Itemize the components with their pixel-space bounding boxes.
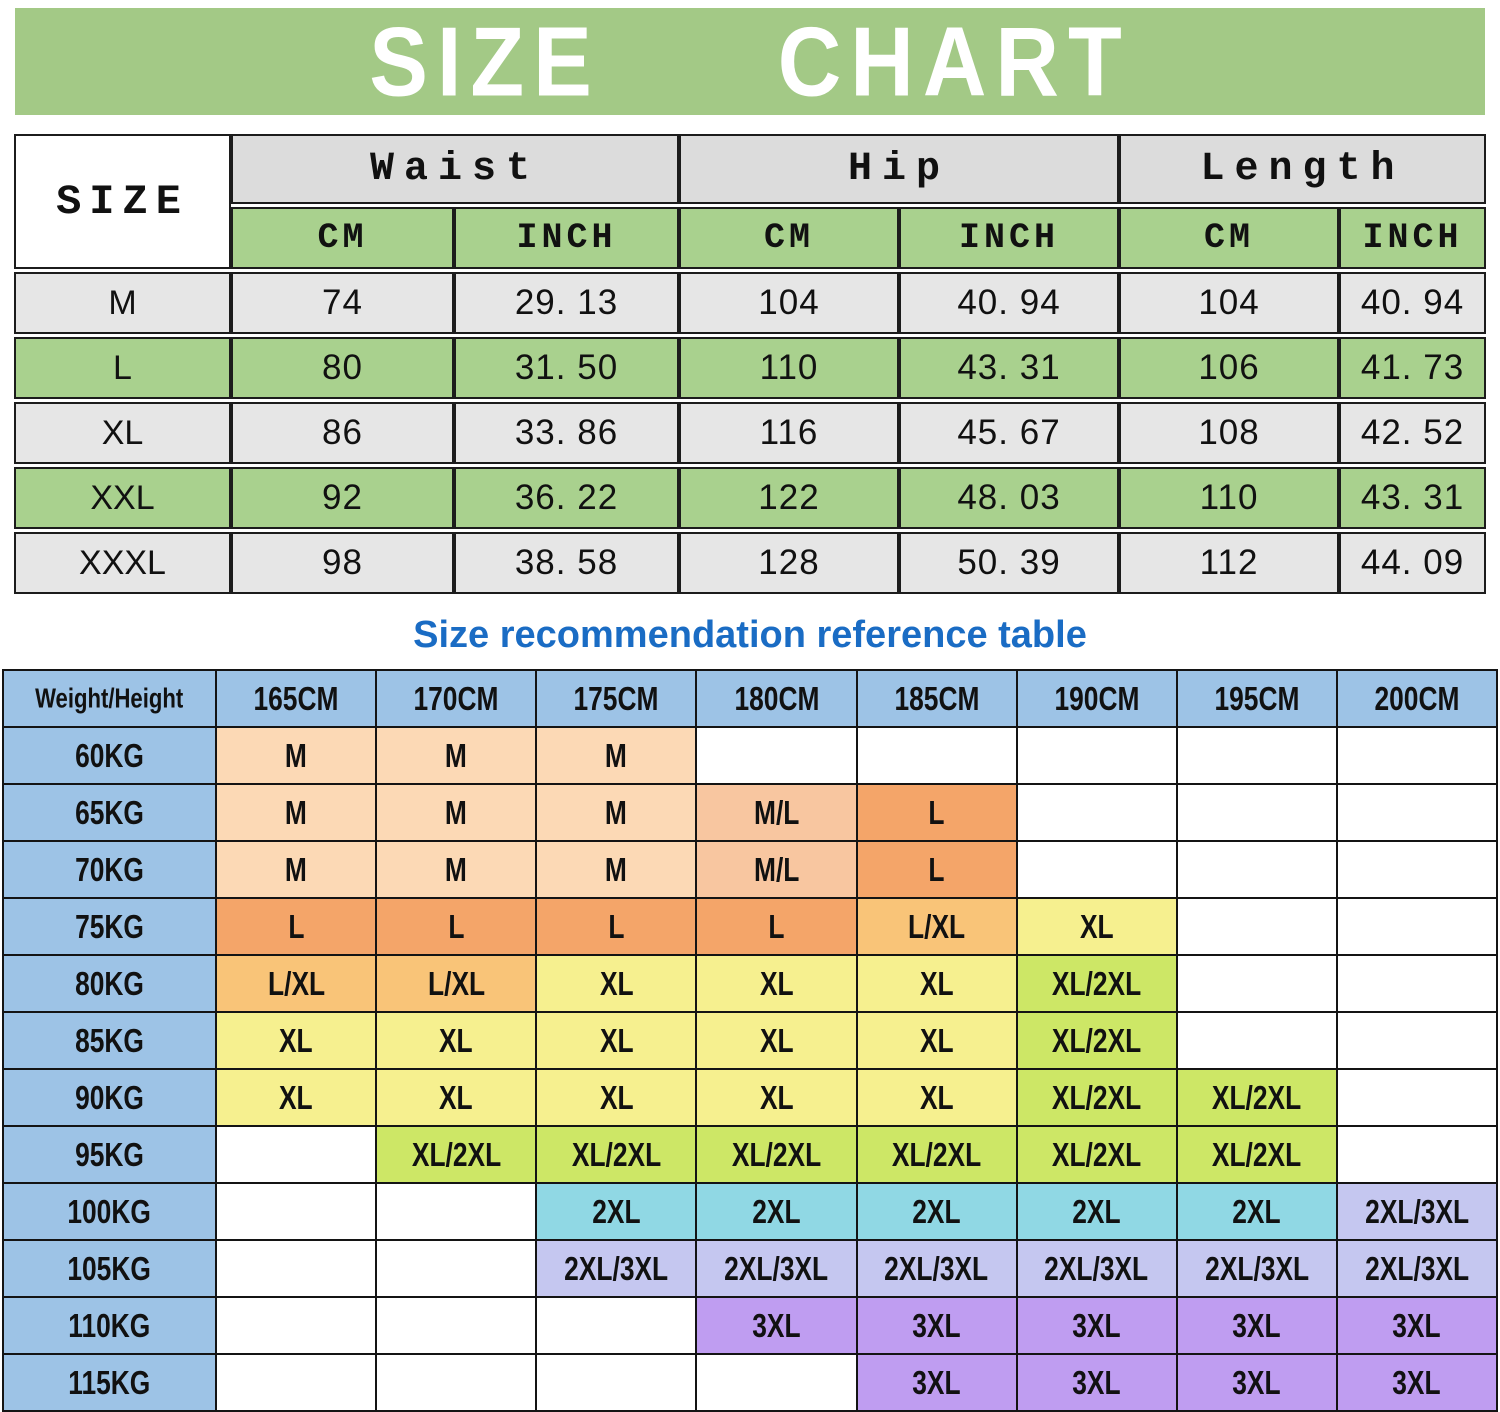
recommendation-cell <box>1017 1354 1177 1411</box>
recommended-size: L <box>608 907 625 945</box>
measurement-value: 43. 31 <box>1339 467 1486 529</box>
recommendation-cell <box>376 1012 536 1069</box>
weight-row <box>3 784 1497 841</box>
recommended-size: M <box>445 850 468 888</box>
recommendation-cell <box>696 784 856 841</box>
size-label: XXXL <box>14 532 231 594</box>
size-recommendation-table <box>2 669 1498 1412</box>
unit-header: INCH <box>899 207 1119 269</box>
weight-label: 110KG <box>68 1306 151 1344</box>
recommended-size: XL <box>759 1078 794 1116</box>
measurement-value: 33. 86 <box>454 402 679 464</box>
empty-cell <box>1337 1069 1497 1126</box>
empty-cell <box>376 1183 536 1240</box>
weight-label: 90KG <box>75 1078 144 1116</box>
recommendation-cell <box>376 1126 536 1183</box>
recommended-size: XL <box>599 1021 634 1059</box>
recommended-size: 3XL <box>752 1306 801 1344</box>
weight-height-corner-header <box>3 670 216 727</box>
recommendation-cell <box>696 1183 856 1240</box>
recommended-size: XL <box>1079 907 1114 945</box>
measurement-value: 108 <box>1119 402 1339 464</box>
weight-label-cell <box>3 1354 216 1411</box>
measurement-value: 98 <box>231 532 454 594</box>
measurement-value: 29. 13 <box>454 272 679 334</box>
measurement-value: 104 <box>1119 272 1339 334</box>
empty-cell <box>376 1240 536 1297</box>
size-row <box>14 402 1486 464</box>
recommended-size: 3XL <box>912 1363 961 1401</box>
height-header-label: 165CM <box>253 679 339 717</box>
recommendation-cell <box>857 1240 1017 1297</box>
unit-header: CM <box>231 207 454 269</box>
empty-cell <box>216 1240 376 1297</box>
weight-label-cell <box>3 841 216 898</box>
recommended-size: L/XL <box>427 964 485 1002</box>
recommended-size: XL/2XL <box>1212 1078 1302 1116</box>
recommendation-cell <box>536 1183 696 1240</box>
unit-header: CM <box>1119 207 1339 269</box>
weight-label-cell <box>3 898 216 955</box>
measurement-value: 50. 39 <box>899 532 1119 594</box>
size-row <box>14 272 1486 334</box>
measurement-value: 128 <box>679 532 899 594</box>
empty-cell <box>216 1183 376 1240</box>
recommendation-cell <box>1017 955 1177 1012</box>
empty-cell <box>857 727 1017 784</box>
weight-label: 95KG <box>75 1135 144 1173</box>
measurement-value: 110 <box>679 337 899 399</box>
weight-label-cell <box>3 955 216 1012</box>
recommended-size: L/XL <box>908 907 966 945</box>
weight-label-cell <box>3 784 216 841</box>
recommended-size: XL/2XL <box>1051 1021 1142 1059</box>
empty-cell <box>1177 898 1337 955</box>
recommended-size: M <box>605 850 628 888</box>
recommended-size: L <box>448 907 465 945</box>
height-header-label: 185CM <box>894 679 980 717</box>
height-header-label: 195CM <box>1214 679 1300 717</box>
recommendation-cell <box>376 727 536 784</box>
recommended-size: 3XL <box>1232 1306 1281 1344</box>
recommended-size: XL <box>439 1021 474 1059</box>
weight-row <box>3 1126 1497 1183</box>
weight-row <box>3 1240 1497 1297</box>
empty-cell <box>1337 1126 1497 1183</box>
recommended-size: XL <box>439 1078 474 1116</box>
measure-group-header: Waist <box>231 134 679 204</box>
recommendation-cell <box>1017 1240 1177 1297</box>
recommendation-cell <box>376 784 536 841</box>
unit-header-row <box>14 207 1486 269</box>
recommendation-cell <box>857 1126 1017 1183</box>
recommendation-cell <box>1177 1297 1337 1354</box>
empty-cell <box>1017 784 1177 841</box>
weight-row <box>3 1297 1497 1354</box>
recommendation-cell <box>216 784 376 841</box>
recommended-size: XL/2XL <box>1051 964 1142 1002</box>
recommendation-cell <box>216 955 376 1012</box>
empty-cell <box>696 1354 856 1411</box>
height-header <box>696 670 856 727</box>
recommended-size: M <box>285 736 308 774</box>
recommendation-cell <box>536 1012 696 1069</box>
recommendation-cell <box>1177 1183 1337 1240</box>
recommended-size: XL <box>919 1021 954 1059</box>
recommended-size: XL/2XL <box>1212 1135 1302 1173</box>
height-header <box>1017 670 1177 727</box>
recommendation-cell <box>1177 1354 1337 1411</box>
recommendation-cell <box>536 784 696 841</box>
measure-group-header: Hip <box>679 134 1119 204</box>
empty-cell <box>216 1297 376 1354</box>
height-header-label: 175CM <box>573 679 659 717</box>
recommended-size: XL <box>279 1021 314 1059</box>
height-header <box>536 670 696 727</box>
recommended-size: XL/2XL <box>571 1135 662 1173</box>
measurement-table <box>14 131 1486 597</box>
height-header-label: 170CM <box>413 679 499 717</box>
recommendation-cell <box>536 727 696 784</box>
size-label: XL <box>14 402 231 464</box>
recommendation-cell <box>536 841 696 898</box>
recommended-size: L <box>288 907 305 945</box>
recommendation-cell <box>216 727 376 784</box>
recommendation-cell <box>216 1012 376 1069</box>
recommended-size: M <box>445 736 468 774</box>
size-label: XXL <box>14 467 231 529</box>
weight-label-cell <box>3 1297 216 1354</box>
recommended-size: M <box>445 793 468 831</box>
size-row <box>14 467 1486 529</box>
weight-label: 60KG <box>75 736 144 774</box>
recommended-size: XL <box>599 964 634 1002</box>
recommended-size: 3XL <box>1392 1306 1442 1344</box>
recommendation-cell <box>1177 1069 1337 1126</box>
recommendation-cell <box>857 898 1017 955</box>
measurement-value: 48. 03 <box>899 467 1119 529</box>
recommended-size: 2XL/3XL <box>1204 1249 1309 1287</box>
weight-row <box>3 898 1497 955</box>
recommended-size: L <box>928 793 945 831</box>
weight-label: 75KG <box>75 907 144 945</box>
recommendation-cell <box>857 1183 1017 1240</box>
empty-cell <box>216 1354 376 1411</box>
weight-label-cell <box>3 1240 216 1297</box>
weight-label-cell <box>3 1012 216 1069</box>
weight-label: 70KG <box>75 850 144 888</box>
recommended-size: 3XL <box>1072 1363 1121 1401</box>
recommended-size: L <box>928 850 945 888</box>
unit-header: INCH <box>1339 207 1486 269</box>
measurement-value: 74 <box>231 272 454 334</box>
recommended-size: XL/2XL <box>1051 1135 1142 1173</box>
recommendation-table-title: Size recommendation reference table <box>413 614 1087 656</box>
measurement-value: 44. 09 <box>1339 532 1486 594</box>
weight-label-cell <box>3 1069 216 1126</box>
recommended-size: M <box>605 793 628 831</box>
recommended-size: XL/2XL <box>1051 1078 1142 1116</box>
height-header <box>376 670 536 727</box>
recommended-size: XL <box>759 964 794 1002</box>
empty-cell <box>1177 1012 1337 1069</box>
empty-cell <box>1017 841 1177 898</box>
recommendation-cell <box>857 1297 1017 1354</box>
recommendation-cell <box>1017 1012 1177 1069</box>
measure-group-header: Length <box>1119 134 1486 204</box>
measurement-value: 40. 94 <box>899 272 1119 334</box>
measurement-header-row <box>14 134 1486 204</box>
weight-row <box>3 955 1497 1012</box>
weight-label: 105KG <box>67 1249 152 1287</box>
weight-label: 115KG <box>68 1363 151 1401</box>
recommended-size: 2XL <box>752 1192 801 1230</box>
recommended-size: XL/2XL <box>411 1135 501 1173</box>
recommendation-cell <box>696 1126 856 1183</box>
recommended-size: 2XL/3XL <box>884 1249 989 1287</box>
measurement-value: 104 <box>679 272 899 334</box>
empty-cell <box>536 1354 696 1411</box>
measurement-value: 31. 50 <box>454 337 679 399</box>
recommendation-cell <box>1017 1297 1177 1354</box>
height-header-label: 200CM <box>1374 679 1460 717</box>
recommended-size: XL <box>759 1021 794 1059</box>
recommendation-cell <box>216 1069 376 1126</box>
recommendation-cell <box>1017 1069 1177 1126</box>
recommendation-cell <box>1337 1297 1497 1354</box>
recommended-size: M/L <box>753 793 800 831</box>
height-header <box>1337 670 1497 727</box>
empty-cell <box>376 1297 536 1354</box>
empty-cell <box>1177 955 1337 1012</box>
measurement-value: 112 <box>1119 532 1339 594</box>
recommendation-cell <box>696 841 856 898</box>
empty-cell <box>1337 841 1497 898</box>
recommendation-cell <box>1017 1126 1177 1183</box>
recommended-size: XL/2XL <box>891 1135 982 1173</box>
unit-header: CM <box>679 207 899 269</box>
recommendation-cell <box>376 1069 536 1126</box>
weight-row <box>3 1183 1497 1240</box>
weight-label: 80KG <box>75 964 144 1002</box>
recommended-size: XL/2XL <box>731 1135 822 1173</box>
recommendation-cell <box>857 1012 1017 1069</box>
weight-label: 65KG <box>75 793 144 831</box>
size-row <box>14 337 1486 399</box>
recommendation-cell <box>1017 898 1177 955</box>
recommendation-cell <box>696 1297 856 1354</box>
recommendation-cell <box>696 1012 856 1069</box>
recommended-size: 2XL/3XL <box>1364 1192 1469 1230</box>
weight-label-cell <box>3 1126 216 1183</box>
size-corner-header: SIZE <box>14 134 231 269</box>
recommendation-cell <box>536 1069 696 1126</box>
weight-label: 85KG <box>75 1021 144 1059</box>
recommendation-cell <box>857 841 1017 898</box>
empty-cell <box>1177 784 1337 841</box>
weight-label-cell <box>3 727 216 784</box>
empty-cell <box>1177 841 1337 898</box>
height-header <box>1177 670 1337 727</box>
recommendation-cell <box>536 1126 696 1183</box>
recommendation-cell <box>536 898 696 955</box>
size-label: L <box>14 337 231 399</box>
recommendation-cell <box>857 784 1017 841</box>
recommended-size: 3XL <box>1232 1363 1281 1401</box>
weight-row <box>3 727 1497 784</box>
recommended-size: L/XL <box>267 964 325 1002</box>
empty-cell <box>1177 727 1337 784</box>
recommended-size: XL <box>279 1078 314 1116</box>
recommendation-cell <box>696 955 856 1012</box>
height-header-label: 180CM <box>733 679 819 717</box>
empty-cell <box>1017 727 1177 784</box>
recommendation-cell <box>376 898 536 955</box>
measurement-value: 110 <box>1119 467 1339 529</box>
recommendation-cell <box>376 841 536 898</box>
height-header-row <box>3 670 1497 727</box>
recommended-size: 2XL/3XL <box>564 1249 669 1287</box>
recommendation-cell <box>216 898 376 955</box>
recommended-size: L <box>768 907 785 945</box>
weight-height-corner-label: Weight/Height <box>35 681 184 715</box>
recommended-size: M <box>285 850 308 888</box>
recommended-size: XL <box>599 1078 634 1116</box>
recommended-size: 2XL <box>912 1192 961 1230</box>
height-header-label: 190CM <box>1054 679 1140 717</box>
recommendation-cell <box>696 1240 856 1297</box>
recommendation-cell <box>1177 1240 1337 1297</box>
weight-row <box>3 1354 1497 1411</box>
recommended-size: 2XL/3XL <box>1364 1249 1469 1287</box>
empty-cell <box>1337 727 1497 784</box>
recommended-size: M <box>605 736 628 774</box>
recommendation-cell <box>857 1069 1017 1126</box>
measurement-value: 43. 31 <box>899 337 1119 399</box>
empty-cell <box>1337 898 1497 955</box>
measurement-value: 38. 58 <box>454 532 679 594</box>
recommended-size: 3XL <box>1072 1306 1121 1344</box>
recommendation-cell <box>696 1069 856 1126</box>
recommendation-cell <box>1337 1354 1497 1411</box>
measurement-value: 80 <box>231 337 454 399</box>
measurement-value: 41. 73 <box>1339 337 1486 399</box>
measurement-value: 116 <box>679 402 899 464</box>
weight-label: 100KG <box>67 1192 152 1230</box>
title-banner <box>15 5 1485 117</box>
recommendation-cell <box>1177 1126 1337 1183</box>
empty-cell <box>1337 1012 1497 1069</box>
height-header <box>216 670 376 727</box>
empty-cell <box>1337 955 1497 1012</box>
measurement-value: 122 <box>679 467 899 529</box>
weight-row <box>3 1012 1497 1069</box>
measurement-value: 36. 22 <box>454 467 679 529</box>
measurement-value: 92 <box>231 467 454 529</box>
recommended-size: 2XL/3XL <box>1044 1249 1149 1287</box>
recommended-size: 2XL <box>592 1192 641 1230</box>
recommendation-cell <box>376 955 536 1012</box>
size-label: M <box>14 272 231 334</box>
measurement-value: 40. 94 <box>1339 272 1486 334</box>
measurement-value: 86 <box>231 402 454 464</box>
page-title: SIZE CHART <box>369 5 1131 117</box>
measurement-value: 45. 67 <box>899 402 1119 464</box>
size-chart-page <box>0 5 1500 1412</box>
recommendation-cell <box>1337 1183 1497 1240</box>
weight-label-cell <box>3 1183 216 1240</box>
recommendation-cell <box>1337 1240 1497 1297</box>
empty-cell <box>216 1126 376 1183</box>
recommended-size: M <box>285 793 308 831</box>
recommended-size: 2XL <box>1072 1192 1121 1230</box>
empty-cell <box>376 1354 536 1411</box>
recommendation-cell <box>536 955 696 1012</box>
empty-cell <box>696 727 856 784</box>
weight-row <box>3 841 1497 898</box>
weight-row <box>3 1069 1497 1126</box>
recommended-size: 2XL/3XL <box>724 1249 829 1287</box>
recommendation-cell <box>216 841 376 898</box>
recommended-size: M/L <box>753 850 800 888</box>
recommended-size: XL <box>919 964 954 1002</box>
empty-cell <box>536 1297 696 1354</box>
size-row <box>14 532 1486 594</box>
recommendation-cell <box>857 1354 1017 1411</box>
measurement-value: 42. 52 <box>1339 402 1486 464</box>
recommended-size: 3XL <box>1392 1363 1442 1401</box>
recommended-size: 3XL <box>912 1306 961 1344</box>
recommended-size: 2XL <box>1232 1192 1281 1230</box>
recommended-size: XL <box>919 1078 954 1116</box>
recommendation-cell <box>536 1240 696 1297</box>
recommendation-cell <box>696 898 856 955</box>
unit-header: INCH <box>454 207 679 269</box>
empty-cell <box>1337 784 1497 841</box>
recommendation-cell <box>1017 1183 1177 1240</box>
measurement-value: 106 <box>1119 337 1339 399</box>
height-header <box>857 670 1017 727</box>
recommendation-cell <box>857 955 1017 1012</box>
